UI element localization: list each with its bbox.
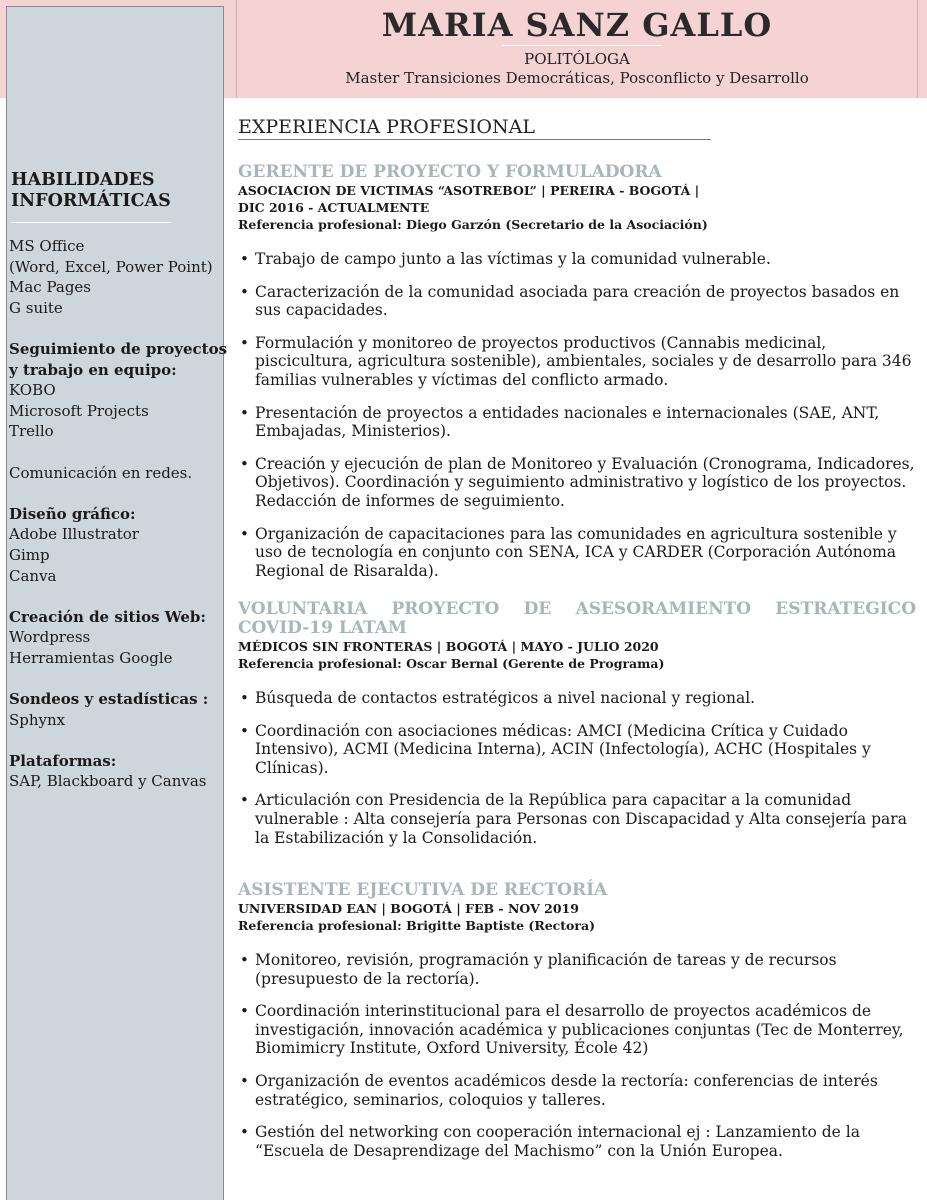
- skill-item: Gimp: [9, 545, 50, 564]
- skill-item: (Word, Excel, Power Point): [9, 257, 213, 276]
- skill-item: Microsoft Projects: [9, 401, 149, 420]
- job-organization: MÉDICOS SIN FRONTERAS | BOGOTÁ | MAYO - JULIO 2020: [238, 639, 659, 654]
- sidebar-title-divider: [11, 222, 171, 223]
- job-bullets: [238, 689, 916, 847]
- profession: POLITÓLOGA: [524, 50, 630, 68]
- skill-item: KOBO: [9, 381, 56, 400]
- job-reference: Referencia profesional: Diego Garzón (Secretario de la Asociación): [238, 217, 708, 232]
- job-bullets: [238, 951, 916, 1160]
- job-reference: Referencia profesional: Brigitte Baptiste (Rectora): [238, 918, 595, 933]
- candidate-name: MARIA SANZ GALLO: [381, 6, 773, 44]
- skill-item: Herramientas Google: [9, 648, 173, 667]
- skill-group-project-tracking: [9, 339, 228, 442]
- job-entry: [238, 163, 916, 594]
- skill-group-social: [9, 463, 219, 484]
- list-item: • Gestión del networking con cooperación internacional ej : Lanzamiento de la “Escuela de Desaprendizage del Machismo” con la Unión Europea.: [238, 1123, 916, 1160]
- job-title: VOLUNTARIA PROYECTO DE ASESORAMIENTO ESTRATEGICO COVID-19 LATAM: [238, 599, 916, 638]
- list-item: • Coordinación con asociaciones médicas: AMCI (Medicina Crítica y Cuidado Intensivo), ACMI (Medicina Interna), ACIN (Infectología), ACHC (Hospitales y Clínicas).: [238, 722, 916, 778]
- job-title: ASISTENTE EJECUTIVA DE RECTORÍA: [238, 880, 608, 900]
- list-item: • Organización de eventos académicos desde la rectoría: conferencias de interés estratégico, seminarios, coloquios y talleres.: [238, 1072, 916, 1109]
- skill-item: Canva: [9, 566, 57, 585]
- header: [236, 0, 918, 98]
- degree: Master Transiciones Democráticas, Posconflicto y Desarrollo: [345, 69, 809, 87]
- sidebar-title: HABILIDADES INFORMÁTICAS: [11, 170, 171, 211]
- skill-group-heading: Creación de sitios Web:: [9, 607, 206, 626]
- skill-item: SAP, Blackboard y Canvas: [9, 772, 207, 791]
- skills-list: [9, 236, 228, 813]
- skill-group-web: [9, 607, 219, 669]
- skill-group-heading: Sondeos y estadísticas :: [9, 690, 209, 709]
- list-item: • Búsqueda de contactos estratégicos a nivel nacional y regional.: [238, 689, 916, 708]
- skill-item: Trello: [9, 422, 54, 441]
- skill-group-heading: Seguimiento de proyectos: [9, 339, 228, 358]
- skill-group-heading: Plataformas:: [9, 751, 117, 770]
- skill-item: Sphynx: [9, 710, 66, 729]
- job-bullets: [238, 250, 916, 580]
- list-item: • Articulación con Presidencia de la República para capacitar a la comunidad vulnerable : Alta consejería para Personas con Discapacidad y Alta consejería para la Estabilización y la Consolidación.: [238, 791, 916, 847]
- skill-group-office: [9, 236, 219, 318]
- skill-group-platforms: [9, 751, 219, 792]
- skill-item: Mac Pages: [9, 278, 92, 297]
- list-item: • Coordinación interinstitucional para el desarrollo de proyectos académicos de investigación, innovación académica y publicaciones conjuntas (Tec de Monterrey, Biomimicry Institute, Oxford University, École 42): [238, 1002, 916, 1058]
- job-entry: [238, 881, 916, 1174]
- list-item: • Creación y ejecución de plan de Monitoreo y Evaluación (Cronograma, Indicadores, Objetivos). Coordinación y seguimiento administrativo y logístico de los proyectos. Redacción de informes de seguimiento.: [238, 455, 916, 511]
- list-item: • Monitoreo, revisión, programación y planificación de tareas y de recursos (presupuesto de la rectoría).: [238, 951, 916, 988]
- skill-item: Adobe Illustrator: [9, 525, 139, 544]
- section-divider: [238, 139, 711, 140]
- list-item: • Organización de capacitaciones para las comunidades en agricultura sostenible y uso de tecnología en conjunto con SENA, ICA y CARDER (Corporación Autónoma Regional de Risaralda).: [238, 525, 916, 581]
- skill-group-design: [9, 504, 219, 586]
- job-organization: UNIVERSIDAD EAN | BOGOTÁ | FEB - NOV 2019: [238, 901, 579, 916]
- skill-group-heading: y trabajo en equipo:: [9, 360, 177, 379]
- job-dates: DIC 2016 - ACTUALMENTE: [238, 200, 430, 215]
- skill-group-surveys: [9, 689, 219, 730]
- skill-item: MS Office: [9, 237, 85, 255]
- list-item: • Trabajo de campo junto a las víctimas y la comunidad vulnerable.: [238, 250, 916, 269]
- job-organization: ASOCIACION DE VICTIMAS “ASOTREBOL” | PEREIRA - BOGOTÁ |: [238, 183, 700, 198]
- list-item: • Formulación y monitoreo de proyectos productivos (Cannabis medicinal, piscicultura, agricultura sostenible), ambientales, sociales y de desarrollo para 346 familias vulnerables y víctimas del conflicto armado.: [238, 334, 916, 390]
- skill-item: G suite: [9, 298, 63, 317]
- name-divider: [502, 45, 662, 46]
- job-entry: [238, 600, 916, 861]
- skill-group-heading: Diseño gráfico:: [9, 504, 136, 523]
- list-item: • Presentación de proyectos a entidades nacionales e internacionales (SAE, ANT, Embajadas, Ministerios).: [238, 404, 916, 441]
- skill-item: Comunicación en redes.: [9, 463, 193, 482]
- list-item: • Caracterización de la comunidad asociada para creación de proyectos basados en sus capacidades.: [238, 283, 916, 320]
- job-reference: Referencia profesional: Oscar Bernal (Gerente de Programa): [238, 656, 665, 671]
- job-title: GERENTE DE PROYECTO Y FORMULADORA: [238, 162, 662, 182]
- skill-item: Wordpress: [9, 628, 91, 647]
- section-title: EXPERIENCIA PROFESIONAL: [238, 116, 535, 138]
